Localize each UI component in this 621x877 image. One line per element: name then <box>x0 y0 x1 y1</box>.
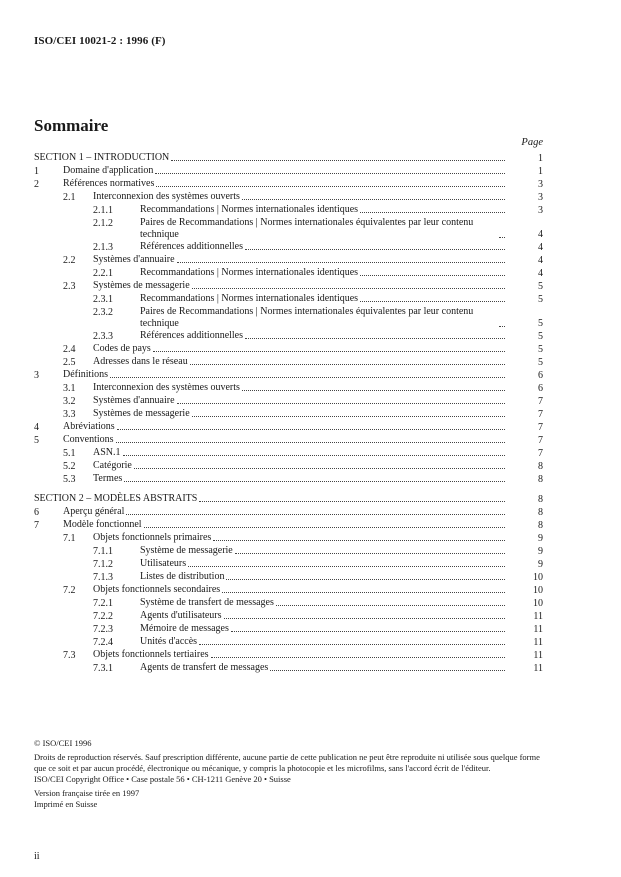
toc-entry-line <box>140 217 507 241</box>
copyright-footer <box>34 738 554 810</box>
toc-entry-title: Agents d'utilisateurs <box>140 610 222 621</box>
dot-leader <box>224 618 505 619</box>
toc-entry-line <box>93 343 507 355</box>
toc-entry[interactable] <box>34 395 543 408</box>
toc-entry-page: 5 <box>538 344 543 355</box>
toc-entry-number: 7.1.1 <box>93 546 113 557</box>
toc-entry-line <box>140 204 507 216</box>
toc-entry[interactable] <box>34 506 543 519</box>
table-of-contents <box>34 152 543 675</box>
toc-entry-title: Recommandations | Normes internationales identiques <box>140 293 359 304</box>
toc-entry[interactable] <box>34 460 543 473</box>
toc-entry-number: 7.2.3 <box>93 624 113 635</box>
toc-entry-number: 3.2 <box>63 396 76 407</box>
rights-notice: Droits de reproduction réservés. Sauf prescription différente, aucune partie de cette publication ne peut être reproduite ni utilisée sous quelque forme que ce soit et par aucun procédé, électronique ou mécanique, y compris la photocopie et les microfilms, sans l'accord écrit de l'éditeur. <box>34 752 540 773</box>
dot-leader <box>242 390 505 391</box>
toc-entry-number: 5.2 <box>63 461 76 472</box>
toc-entry-page: 7 <box>538 448 543 459</box>
toc-entry-page: 11 <box>533 637 543 648</box>
toc-entry-title: Système de transfert de messages <box>140 597 274 608</box>
dot-leader <box>499 237 505 238</box>
dot-leader <box>245 338 505 339</box>
toc-entry-title: Systèmes d'annuaire <box>93 395 175 406</box>
toc-entry-title: SECTION 1 – INTRODUCTION <box>34 152 170 163</box>
toc-entry-page: 11 <box>533 663 543 674</box>
toc-entry-number: 1 <box>34 166 39 177</box>
toc-entry-line <box>93 395 507 407</box>
toc-entry-number: 2.3 <box>63 281 76 292</box>
dot-leader <box>235 553 505 554</box>
toc-entry[interactable] <box>34 421 543 434</box>
toc-entry-page: 3 <box>538 205 543 216</box>
dot-leader <box>231 631 505 632</box>
dot-leader <box>171 160 505 161</box>
toc-entry-title: SECTION 2 – MODÈLES ABSTRAITS <box>34 493 198 504</box>
toc-entry[interactable] <box>34 636 543 649</box>
toc-entry-number: 2.2.1 <box>93 268 113 279</box>
toc-entry-title: Utilisateurs <box>140 558 187 569</box>
toc-entry-title: Catégorie <box>93 460 132 471</box>
toc-entry-number: 7.3.1 <box>93 663 113 674</box>
toc-entry-number: 6 <box>34 507 39 518</box>
toc-entry-number: 7.1.3 <box>93 572 113 583</box>
toc-entry-title: Système de messagerie <box>140 545 233 556</box>
toc-entry-line <box>93 473 507 485</box>
toc-entry-title: Codes de pays <box>93 343 151 354</box>
toc-entry[interactable] <box>34 545 543 558</box>
toc-entry-line <box>140 610 507 622</box>
toc-entry[interactable] <box>34 306 543 330</box>
toc-entry[interactable] <box>34 254 543 267</box>
dot-leader <box>245 249 505 250</box>
dot-leader <box>192 416 505 417</box>
toc-entry[interactable] <box>34 584 543 597</box>
toc-entry-line <box>93 280 507 292</box>
toc-entry[interactable] <box>34 178 543 191</box>
toc-entry-number: 5.1 <box>63 448 76 459</box>
page-column-label: Page <box>521 137 543 148</box>
toc-entry-page: 5 <box>538 294 543 305</box>
toc-entry-title: Objets fonctionnels secondaires <box>93 584 221 595</box>
dot-leader <box>116 442 505 443</box>
toc-entry-page: 1 <box>538 166 543 177</box>
toc-entry-page: 7 <box>538 409 543 420</box>
toc-entry-number: 7.2.4 <box>93 637 113 648</box>
toc-entry-line <box>93 408 507 420</box>
dot-leader <box>124 481 505 482</box>
toc-entry-title: Objets fonctionnels tertiaires <box>93 649 209 660</box>
toc-entry[interactable] <box>34 369 543 382</box>
dot-leader <box>276 605 505 606</box>
toc-entry-page: 7 <box>538 422 543 433</box>
toc-entry-page: 7 <box>538 435 543 446</box>
toc-entry[interactable] <box>34 662 543 675</box>
toc-entry-line <box>63 165 507 177</box>
dot-leader <box>360 275 505 276</box>
toc-entry-title: Références normatives <box>63 178 155 189</box>
toc-entry-number: 4 <box>34 422 39 433</box>
toc-entry-page: 11 <box>533 624 543 635</box>
toc-entry-number: 7.2 <box>63 585 76 596</box>
toc-entry[interactable] <box>34 293 543 306</box>
dot-leader <box>199 644 505 645</box>
toc-entry-line <box>63 519 507 531</box>
toc-entry[interactable] <box>34 241 543 254</box>
toc-entry[interactable] <box>34 382 543 395</box>
toc-entry-title: Domaine d'application <box>63 165 154 176</box>
toc-entry-line <box>140 267 507 279</box>
dot-leader <box>270 670 505 671</box>
toc-entry[interactable] <box>34 623 543 636</box>
toc-entry[interactable] <box>34 343 543 356</box>
toc-entry-title: Définitions <box>63 369 108 380</box>
dot-leader <box>110 377 505 378</box>
toc-entry-number: 2.2 <box>63 255 76 266</box>
toc-entry-line <box>140 623 507 635</box>
toc-entry-line <box>140 241 507 253</box>
toc-entry-page: 4 <box>538 255 543 266</box>
toc-entry-number: 7.1 <box>63 533 76 544</box>
toc-entry[interactable] <box>34 204 543 217</box>
toc-entry-number: 2.1.3 <box>93 242 113 253</box>
dot-leader <box>222 592 505 593</box>
toc-entry-page: 10 <box>533 572 543 583</box>
dot-leader <box>144 527 505 528</box>
toc-entry-page: 10 <box>533 585 543 596</box>
printed-note: Imprimé en Suisse <box>34 799 98 809</box>
toc-entry-line <box>93 532 507 544</box>
copyright-line: © ISO/CEI 1996 <box>34 738 92 748</box>
toc-entry-page: 5 <box>538 318 543 329</box>
toc-entry-page: 3 <box>538 192 543 203</box>
toc-entry-number: 2.1 <box>63 192 76 203</box>
toc-entry[interactable] <box>34 330 543 343</box>
toc-entry-line <box>63 434 507 446</box>
toc-entry-title: Systèmes d'annuaire <box>93 254 175 265</box>
page-number: ii <box>34 851 40 862</box>
toc-entry-number: 2.3.2 <box>93 307 113 318</box>
toc-entry-line <box>140 636 507 648</box>
toc-entry-page: 4 <box>538 229 543 240</box>
toc-entry-number: 5.3 <box>63 474 76 485</box>
toc-entry-line <box>63 369 507 381</box>
toc-entry-title: Paires de Recommandations | Normes internationales équivalentes par leur contenu technique <box>140 217 474 240</box>
toc-entry-line <box>93 649 507 661</box>
copyright-office: ISO/CEI Copyright Office • Case postale 56 • CH-1211 Genève 20 • Suisse <box>34 774 291 784</box>
toc-entry-title: Termes <box>93 473 123 484</box>
toc-entry-number: 7.2.2 <box>93 611 113 622</box>
toc-entry-title: Adresses dans le réseau <box>93 356 188 367</box>
dot-leader <box>360 212 505 213</box>
toc-entry-line <box>93 382 507 394</box>
dot-leader <box>117 429 505 430</box>
toc-entry-title: Références additionnelles <box>140 241 244 252</box>
dot-leader <box>123 455 505 456</box>
dot-leader <box>134 468 505 469</box>
toc-entry[interactable] <box>34 217 543 241</box>
toc-entry-page: 11 <box>533 650 543 661</box>
toc-entry[interactable] <box>34 356 543 369</box>
toc-entry-number: 7.3 <box>63 650 76 661</box>
toc-entry[interactable] <box>34 165 543 178</box>
dot-leader <box>226 579 505 580</box>
dot-leader <box>360 301 505 302</box>
toc-entry-title: Interconnexion des systèmes ouverts <box>93 191 240 202</box>
toc-entry-title: Recommandations | Normes internationales identiques <box>140 204 359 215</box>
toc-entry-title: Systèmes de messagerie <box>93 280 190 291</box>
toc-entry-number: 5 <box>34 435 39 446</box>
toc-entry-line <box>140 293 507 305</box>
toc-entry-line <box>93 460 507 472</box>
dot-leader <box>211 657 505 658</box>
dot-leader <box>242 199 505 200</box>
toc-entry-page: 11 <box>533 611 543 622</box>
toc-entry-number: 2 <box>34 179 39 190</box>
dot-leader <box>177 262 505 263</box>
toc-entry[interactable] <box>34 532 543 545</box>
toc-entry-page: 9 <box>538 533 543 544</box>
toc-entry-title: Références additionnelles <box>140 330 244 341</box>
toc-entry-number: 3.3 <box>63 409 76 420</box>
toc-entry-line <box>93 447 507 459</box>
toc-entry-number: 7 <box>34 520 39 531</box>
toc-entry[interactable] <box>34 267 543 280</box>
toc-entry[interactable] <box>34 610 543 623</box>
dot-leader <box>188 566 505 567</box>
dot-leader <box>192 288 505 289</box>
toc-entry-line <box>140 597 507 609</box>
toc-entry-page: 5 <box>538 331 543 342</box>
toc-entry-page: 4 <box>538 268 543 279</box>
toc-entry-page: 10 <box>533 598 543 609</box>
dot-leader <box>126 514 505 515</box>
toc-entry-number: 7.2.1 <box>93 598 113 609</box>
toc-entry-line <box>34 493 507 505</box>
toc-entry-number: 2.5 <box>63 357 76 368</box>
toc-entry-line <box>140 662 507 674</box>
toc-entry[interactable] <box>34 191 543 204</box>
toc-entry-page: 1 <box>538 153 543 164</box>
toc-entry-number: 2.1.2 <box>93 218 113 229</box>
toc-entry-line <box>93 356 507 368</box>
toc-entry-page: 5 <box>538 357 543 368</box>
toc-entry-page: 7 <box>538 396 543 407</box>
toc-entry[interactable] <box>34 447 543 460</box>
toc-entry-title: Agents de transfert de messages <box>140 662 269 673</box>
toc-entry-title: Objets fonctionnels primaires <box>93 532 212 543</box>
toc-entry-title: Unités d'accès <box>140 636 198 647</box>
toc-entry-title: Modèle fonctionnel <box>63 519 142 530</box>
toc-entry-line <box>140 330 507 342</box>
toc-entry-title: Abréviations <box>63 421 115 432</box>
toc-entry[interactable] <box>34 649 543 662</box>
dot-leader <box>156 186 505 187</box>
toc-section-heading[interactable] <box>34 152 543 165</box>
toc-entry-page: 4 <box>538 242 543 253</box>
page-title: Sommaire <box>34 116 109 135</box>
toc-entry-title: Aperçu général <box>63 506 125 517</box>
toc-entry-number: 2.3.3 <box>93 331 113 342</box>
toc-entry-title: ASN.1 <box>93 447 121 458</box>
dot-leader <box>177 403 505 404</box>
toc-entry-number: 2.4 <box>63 344 76 355</box>
toc-entry-line <box>93 584 507 596</box>
document-header: ISO/CEI 10021-2 : 1996 (F) <box>34 35 166 47</box>
toc-entry-title: Interconnexion des systèmes ouverts <box>93 382 240 393</box>
toc-entry-title: Listes de distribution <box>140 571 225 582</box>
toc-entry-number: 7.1.2 <box>93 559 113 570</box>
toc-entry-number: 2.1.1 <box>93 205 113 216</box>
toc-entry-page: 9 <box>538 559 543 570</box>
version-note: Version française tirée en 1997 <box>34 788 140 798</box>
toc-entry[interactable] <box>34 597 543 610</box>
toc-entry-page: 8 <box>538 520 543 531</box>
toc-entry[interactable] <box>34 408 543 421</box>
toc-entry-page: 6 <box>538 370 543 381</box>
dot-leader <box>155 173 505 174</box>
toc-entry-line <box>63 421 507 433</box>
toc-entry-page: 9 <box>538 546 543 557</box>
toc-entry-title: Systèmes de messagerie <box>93 408 190 419</box>
dot-leader <box>213 540 505 541</box>
toc-entry[interactable] <box>34 519 543 532</box>
toc-entry-line <box>140 306 507 330</box>
toc-entry-line <box>63 178 507 190</box>
toc-entry-title: Conventions <box>63 434 114 445</box>
toc-entry-line <box>93 254 507 266</box>
toc-entry-number: 3 <box>34 370 39 381</box>
toc-entry-line <box>140 545 507 557</box>
toc-entry-title: Paires de Recommandations | Normes internationales équivalentes par leur contenu technique <box>140 306 474 329</box>
toc-entry-title: Recommandations | Normes internationales identiques <box>140 267 359 278</box>
toc-entry-number: 3.1 <box>63 383 76 394</box>
toc-entry-number: 2.3.1 <box>93 294 113 305</box>
dot-leader <box>190 364 505 365</box>
toc-entry-page: 8 <box>538 474 543 485</box>
toc-entry[interactable] <box>34 571 543 584</box>
toc-entry[interactable] <box>34 434 543 447</box>
toc-entry-title: Mémoire de messages <box>140 623 229 634</box>
dot-leader <box>199 501 505 502</box>
toc-entry-page: 8 <box>538 507 543 518</box>
toc-entry-line <box>34 152 507 164</box>
toc-entry-page: 5 <box>538 281 543 292</box>
toc-entry-line <box>93 191 507 203</box>
toc-entry[interactable] <box>34 473 543 486</box>
toc-entry-page: 3 <box>538 179 543 190</box>
dot-leader <box>499 326 505 327</box>
toc-entry[interactable] <box>34 280 543 293</box>
toc-entry-page: 8 <box>538 494 543 505</box>
toc-entry-line <box>63 506 507 518</box>
dot-leader <box>153 351 505 352</box>
toc-entry-line <box>140 571 507 583</box>
toc-section-heading[interactable] <box>34 493 543 506</box>
toc-entry-page: 6 <box>538 383 543 394</box>
toc-entry-page: 8 <box>538 461 543 472</box>
toc-entry-line <box>140 558 507 570</box>
toc-entry[interactable] <box>34 558 543 571</box>
